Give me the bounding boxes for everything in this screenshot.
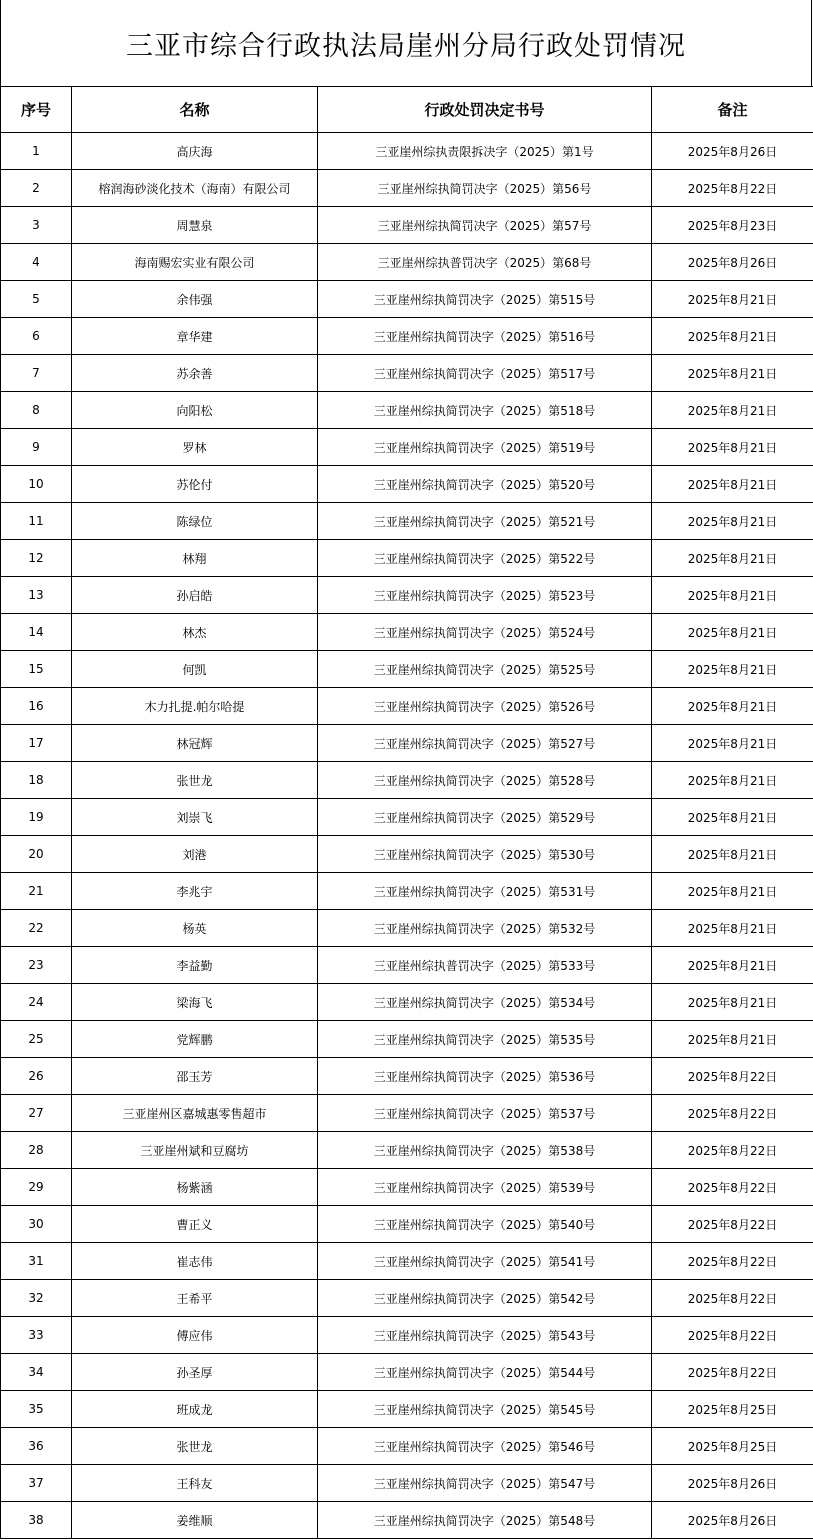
table-row: [1, 1058, 813, 1095]
row-index-cell: 8: [1, 392, 72, 429]
row-name-cell: 苏余善: [72, 355, 318, 392]
row-name-cell: 班成龙: [72, 1391, 318, 1428]
row-index-cell: 2: [1, 170, 72, 207]
row-remark-cell: 2025年8月21日: [652, 392, 813, 429]
row-decision-number-cell: 三亚崖州综执简罚决字（2025）第538号: [318, 1132, 652, 1169]
row-index-cell: 16: [1, 688, 72, 725]
row-decision-number-cell: 三亚崖州综执简罚决字（2025）第522号: [318, 540, 652, 577]
row-decision-number-cell: 三亚崖州综执简罚决字（2025）第519号: [318, 429, 652, 466]
row-decision-number-cell: 三亚崖州综执简罚决字（2025）第518号: [318, 392, 652, 429]
table-row: [1, 799, 813, 836]
row-name-cell: 孙启皓: [72, 577, 318, 614]
row-remark-cell: 2025年8月22日: [652, 170, 813, 207]
row-remark-cell: 2025年8月21日: [652, 873, 813, 910]
table-row: [1, 1243, 813, 1280]
row-name-cell: 周慧泉: [72, 207, 318, 244]
table-row: [1, 984, 813, 1021]
table-row: [1, 392, 813, 429]
table-row: [1, 429, 813, 466]
row-index-cell: 9: [1, 429, 72, 466]
row-name-cell: 木力扎提.帕尔哈提: [72, 688, 318, 725]
row-decision-number-cell: 三亚崖州综执简罚决字（2025）第528号: [318, 762, 652, 799]
row-name-cell: 三亚崖州斌和豆腐坊: [72, 1132, 318, 1169]
row-remark-cell: 2025年8月22日: [652, 1058, 813, 1095]
row-decision-number-cell: 三亚崖州综执简罚决字（2025）第537号: [318, 1095, 652, 1132]
row-index-cell: 5: [1, 281, 72, 318]
row-decision-number-cell: 三亚崖州综执简罚决字（2025）第546号: [318, 1428, 652, 1465]
row-decision-number-cell: 三亚崖州综执简罚决字（2025）第548号: [318, 1502, 652, 1539]
row-index-cell: 10: [1, 466, 72, 503]
row-remark-cell: 2025年8月26日: [652, 133, 813, 170]
table-row: [1, 1317, 813, 1354]
row-remark-cell: 2025年8月22日: [652, 1206, 813, 1243]
row-index-cell: 20: [1, 836, 72, 873]
row-index-cell: 35: [1, 1391, 72, 1428]
row-index-cell: 15: [1, 651, 72, 688]
row-remark-cell: 2025年8月26日: [652, 244, 813, 281]
table-row: [1, 1428, 813, 1465]
row-decision-number-cell: 三亚崖州综执简罚决字（2025）第521号: [318, 503, 652, 540]
row-remark-cell: 2025年8月21日: [652, 503, 813, 540]
row-index-cell: 22: [1, 910, 72, 947]
page-title: 三亚市综合行政执法局崖州分局行政处罚情况: [0, 0, 812, 86]
row-name-cell: 榕润海砂淡化技术（海南）有限公司: [72, 170, 318, 207]
row-index-cell: 33: [1, 1317, 72, 1354]
table-row: [1, 910, 813, 947]
row-index-cell: 31: [1, 1243, 72, 1280]
row-remark-cell: 2025年8月22日: [652, 1095, 813, 1132]
table-row: [1, 651, 813, 688]
table-row: [1, 1502, 813, 1539]
row-name-cell: 张世龙: [72, 1428, 318, 1465]
table-row: [1, 614, 813, 651]
row-remark-cell: 2025年8月21日: [652, 651, 813, 688]
row-decision-number-cell: 三亚崖州综执简罚决字（2025）第539号: [318, 1169, 652, 1206]
row-remark-cell: 2025年8月21日: [652, 355, 813, 392]
row-decision-number-cell: 三亚崖州综执简罚决字（2025）第515号: [318, 281, 652, 318]
row-index-cell: 19: [1, 799, 72, 836]
row-name-cell: 李益勤: [72, 947, 318, 984]
row-remark-cell: 2025年8月21日: [652, 910, 813, 947]
row-name-cell: 张世龙: [72, 762, 318, 799]
table-row: [1, 762, 813, 799]
row-remark-cell: 2025年8月22日: [652, 1243, 813, 1280]
table-body: [1, 133, 813, 1539]
row-decision-number-cell: 三亚崖州综执简罚决字（2025）第517号: [318, 355, 652, 392]
table-row: [1, 503, 813, 540]
row-name-cell: 曹正义: [72, 1206, 318, 1243]
row-name-cell: 余伟强: [72, 281, 318, 318]
row-index-cell: 27: [1, 1095, 72, 1132]
row-name-cell: 崔志伟: [72, 1243, 318, 1280]
table-row: [1, 836, 813, 873]
row-name-cell: 王科友: [72, 1465, 318, 1502]
row-index-cell: 17: [1, 725, 72, 762]
row-index-cell: 37: [1, 1465, 72, 1502]
column-header-index: 序号: [1, 87, 72, 133]
row-index-cell: 30: [1, 1206, 72, 1243]
row-decision-number-cell: 三亚崖州综执简罚决字（2025）第531号: [318, 873, 652, 910]
column-header-name: 名称: [72, 87, 318, 133]
row-index-cell: 12: [1, 540, 72, 577]
row-name-cell: 杨紫涵: [72, 1169, 318, 1206]
row-remark-cell: 2025年8月21日: [652, 688, 813, 725]
table-row: [1, 1169, 813, 1206]
row-decision-number-cell: 三亚崖州综执简罚决字（2025）第535号: [318, 1021, 652, 1058]
row-remark-cell: 2025年8月22日: [652, 1317, 813, 1354]
table-row: [1, 170, 813, 207]
row-decision-number-cell: 三亚崖州综执普罚决字（2025）第68号: [318, 244, 652, 281]
row-name-cell: 林翔: [72, 540, 318, 577]
row-decision-number-cell: 三亚崖州综执简罚决字（2025）第527号: [318, 725, 652, 762]
row-remark-cell: 2025年8月21日: [652, 318, 813, 355]
table-header-row: [1, 87, 813, 133]
row-remark-cell: 2025年8月21日: [652, 799, 813, 836]
row-name-cell: 党辉鹏: [72, 1021, 318, 1058]
row-decision-number-cell: 三亚崖州综执责限拆决字（2025）第1号: [318, 133, 652, 170]
row-index-cell: 25: [1, 1021, 72, 1058]
row-name-cell: 李兆宇: [72, 873, 318, 910]
table-row: [1, 1021, 813, 1058]
row-name-cell: 王希平: [72, 1280, 318, 1317]
row-name-cell: 三亚崖州区嘉城惠零售超市: [72, 1095, 318, 1132]
row-index-cell: 24: [1, 984, 72, 1021]
row-decision-number-cell: 三亚崖州综执简罚决字（2025）第525号: [318, 651, 652, 688]
table-row: [1, 244, 813, 281]
row-name-cell: 向阳松: [72, 392, 318, 429]
table-row: [1, 466, 813, 503]
row-decision-number-cell: 三亚崖州综执简罚决字（2025）第56号: [318, 170, 652, 207]
row-remark-cell: 2025年8月25日: [652, 1428, 813, 1465]
row-decision-number-cell: 三亚崖州综执简罚决字（2025）第529号: [318, 799, 652, 836]
row-name-cell: 孙圣厚: [72, 1354, 318, 1391]
penalty-table: [0, 86, 813, 1539]
row-remark-cell: 2025年8月25日: [652, 1391, 813, 1428]
row-decision-number-cell: 三亚崖州综执简罚决字（2025）第532号: [318, 910, 652, 947]
row-name-cell: 罗林: [72, 429, 318, 466]
table-row: [1, 1280, 813, 1317]
row-decision-number-cell: 三亚崖州综执简罚决字（2025）第541号: [318, 1243, 652, 1280]
row-index-cell: 11: [1, 503, 72, 540]
row-decision-number-cell: 三亚崖州综执简罚决字（2025）第536号: [318, 1058, 652, 1095]
row-index-cell: 28: [1, 1132, 72, 1169]
row-index-cell: 7: [1, 355, 72, 392]
row-remark-cell: 2025年8月21日: [652, 577, 813, 614]
row-decision-number-cell: 三亚崖州综执简罚决字（2025）第523号: [318, 577, 652, 614]
row-remark-cell: 2025年8月21日: [652, 281, 813, 318]
row-remark-cell: 2025年8月21日: [652, 1021, 813, 1058]
row-decision-number-cell: 三亚崖州综执简罚决字（2025）第520号: [318, 466, 652, 503]
row-remark-cell: 2025年8月22日: [652, 1280, 813, 1317]
row-remark-cell: 2025年8月26日: [652, 1465, 813, 1502]
row-decision-number-cell: 三亚崖州综执简罚决字（2025）第524号: [318, 614, 652, 651]
row-remark-cell: 2025年8月22日: [652, 1132, 813, 1169]
row-remark-cell: 2025年8月22日: [652, 1354, 813, 1391]
row-name-cell: 高庆海: [72, 133, 318, 170]
table-row: [1, 207, 813, 244]
row-index-cell: 21: [1, 873, 72, 910]
row-index-cell: 29: [1, 1169, 72, 1206]
row-index-cell: 34: [1, 1354, 72, 1391]
row-index-cell: 1: [1, 133, 72, 170]
row-decision-number-cell: 三亚崖州综执简罚决字（2025）第547号: [318, 1465, 652, 1502]
row-remark-cell: 2025年8月22日: [652, 1169, 813, 1206]
table-row: [1, 1465, 813, 1502]
row-decision-number-cell: 三亚崖州综执简罚决字（2025）第540号: [318, 1206, 652, 1243]
row-index-cell: 13: [1, 577, 72, 614]
row-decision-number-cell: 三亚崖州综执普罚决字（2025）第533号: [318, 947, 652, 984]
row-remark-cell: 2025年8月21日: [652, 429, 813, 466]
row-remark-cell: 2025年8月21日: [652, 947, 813, 984]
row-decision-number-cell: 三亚崖州综执简罚决字（2025）第57号: [318, 207, 652, 244]
table-row: [1, 1391, 813, 1428]
row-index-cell: 4: [1, 244, 72, 281]
table-row: [1, 725, 813, 762]
row-decision-number-cell: 三亚崖州综执简罚决字（2025）第543号: [318, 1317, 652, 1354]
table-row: [1, 540, 813, 577]
row-index-cell: 38: [1, 1502, 72, 1539]
table-row: [1, 355, 813, 392]
row-name-cell: 刘崇飞: [72, 799, 318, 836]
column-header-remark: 备注: [652, 87, 813, 133]
row-decision-number-cell: 三亚崖州综执简罚决字（2025）第534号: [318, 984, 652, 1021]
table-row: [1, 577, 813, 614]
row-remark-cell: 2025年8月21日: [652, 614, 813, 651]
row-name-cell: 林杰: [72, 614, 318, 651]
row-name-cell: 苏伦付: [72, 466, 318, 503]
row-remark-cell: 2025年8月21日: [652, 540, 813, 577]
row-name-cell: 姜维顺: [72, 1502, 318, 1539]
column-header-decision-number: 行政处罚决定书号: [318, 87, 652, 133]
row-index-cell: 6: [1, 318, 72, 355]
row-remark-cell: 2025年8月21日: [652, 466, 813, 503]
row-index-cell: 3: [1, 207, 72, 244]
row-index-cell: 18: [1, 762, 72, 799]
row-index-cell: 14: [1, 614, 72, 651]
row-index-cell: 23: [1, 947, 72, 984]
row-name-cell: 林冠辉: [72, 725, 318, 762]
row-remark-cell: 2025年8月21日: [652, 984, 813, 1021]
table-row: [1, 688, 813, 725]
row-name-cell: 梁海飞: [72, 984, 318, 1021]
row-remark-cell: 2025年8月26日: [652, 1502, 813, 1539]
row-decision-number-cell: 三亚崖州综执简罚决字（2025）第526号: [318, 688, 652, 725]
row-name-cell: 海南赐宏实业有限公司: [72, 244, 318, 281]
row-index-cell: 32: [1, 1280, 72, 1317]
row-decision-number-cell: 三亚崖州综执简罚决字（2025）第516号: [318, 318, 652, 355]
row-decision-number-cell: 三亚崖州综执简罚决字（2025）第544号: [318, 1354, 652, 1391]
row-index-cell: 36: [1, 1428, 72, 1465]
table-row: [1, 947, 813, 984]
row-index-cell: 26: [1, 1058, 72, 1095]
table-row: [1, 1132, 813, 1169]
row-decision-number-cell: 三亚崖州综执简罚决字（2025）第545号: [318, 1391, 652, 1428]
row-name-cell: 陈绿位: [72, 503, 318, 540]
table-row: [1, 1206, 813, 1243]
row-name-cell: 邵玉芳: [72, 1058, 318, 1095]
table-row: [1, 1354, 813, 1391]
row-name-cell: 杨英: [72, 910, 318, 947]
table-row: [1, 1095, 813, 1132]
row-name-cell: 何凯: [72, 651, 318, 688]
row-remark-cell: 2025年8月21日: [652, 725, 813, 762]
row-name-cell: 章华建: [72, 318, 318, 355]
row-decision-number-cell: 三亚崖州综执简罚决字（2025）第530号: [318, 836, 652, 873]
row-remark-cell: 2025年8月21日: [652, 836, 813, 873]
table-row: [1, 873, 813, 910]
row-name-cell: 刘港: [72, 836, 318, 873]
table-row: [1, 133, 813, 170]
row-decision-number-cell: 三亚崖州综执简罚决字（2025）第542号: [318, 1280, 652, 1317]
row-remark-cell: 2025年8月23日: [652, 207, 813, 244]
row-name-cell: 傅应伟: [72, 1317, 318, 1354]
row-remark-cell: 2025年8月21日: [652, 762, 813, 799]
table-row: [1, 281, 813, 318]
table-row: [1, 318, 813, 355]
